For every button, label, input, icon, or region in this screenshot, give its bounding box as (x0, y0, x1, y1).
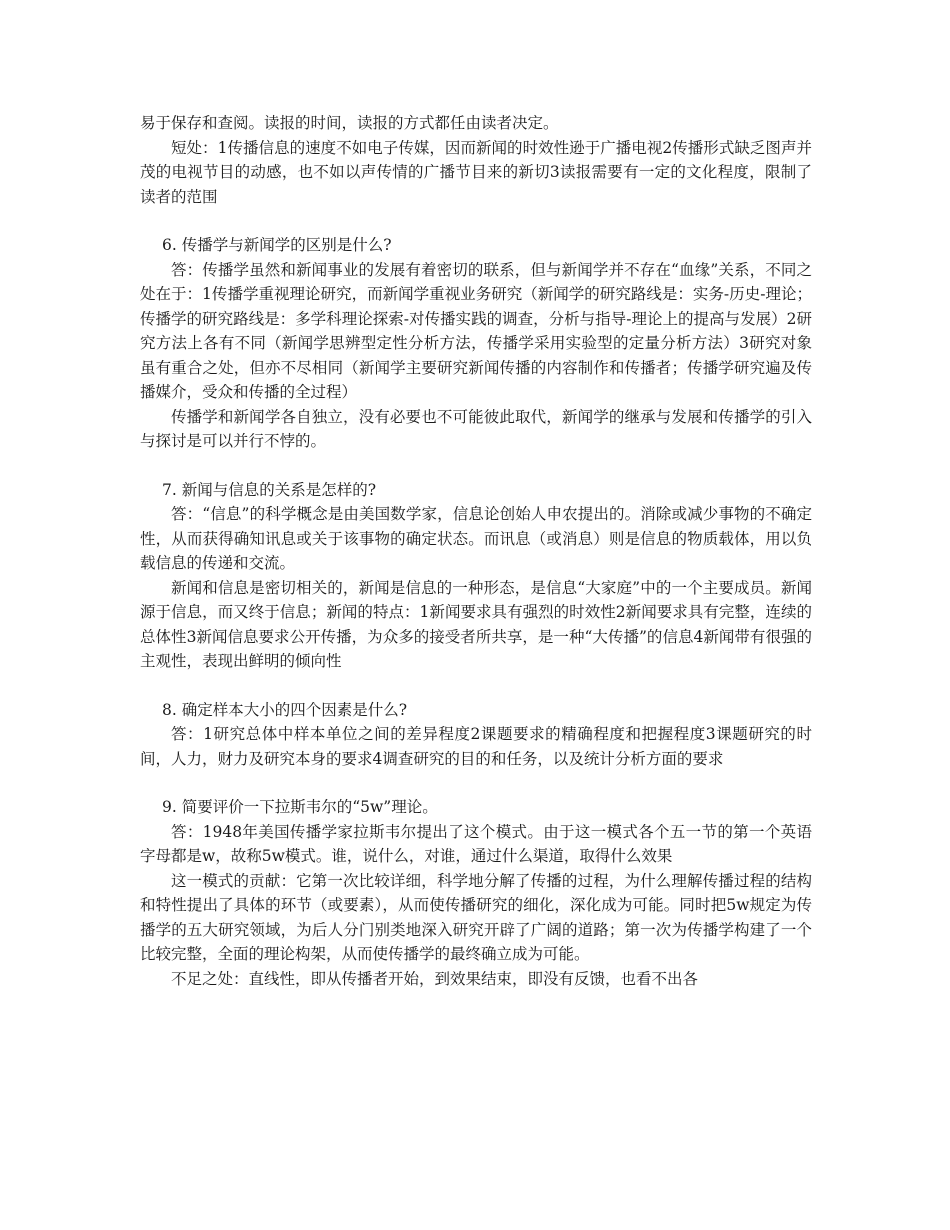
question-heading: 6. 传播学与新闻学的区别是什么? (162, 236, 392, 254)
answer-paragraph: 答：1研究总体中样本单位之间的差异程度2课题要求的精确程度和把握程度3课题研究的时间，人力，财力及研究本身的要求4调查研究的目的和任务，以及统计分析方面的要求 (140, 725, 812, 768)
answer-paragraph: 不足之处：直线性，即从传播者开始，到效果结束，即没有反馈，也看不出各 (171, 969, 699, 988)
section-q9 (140, 795, 812, 991)
answer-paragraph: 这一模式的贡献：它第一次比较详细，科学地分解了传播的过程，为什么理解传播过程的结构和特性提出了具体的环节（或要素），从而使传播研究的细化，深化成为可能。同时把5w规定为传播学的五大研究领域，为后人分门别类地深入研究开辟了广阔的道路；第一次为传播学构建了一个比较完整，全面的理论构架，从而使传播学的最终确立成为可能。 (140, 871, 812, 963)
section-q6 (140, 233, 812, 454)
section-q7 (140, 478, 812, 674)
answer-paragraph: 答：传播学虽然和新闻事业的发展有着密切的联系，但与新闻学并不存在“血缘”关系，不同之处在于：1传播学重视理论研究，而新闻学重视业务研究（新闻学的研究路线是：实务-历史-理论；传播学的研究路线是：多学科理论探索-对传播实践的调查，分析与指导-理论上的提高与发展）2研究方法上各有不同（新闻学思辨型定性分析方法，传播学采用实验型的定量分析方法）3研究对象虽有重合之处，但亦不尽相同（新闻学主要研究新闻传播的内容制作和传播者；传播学研究遍及传播媒介，受众和传播的全过程） (140, 260, 812, 401)
question-heading: 7. 新闻与信息的关系是怎样的? (162, 480, 377, 499)
answer-paragraph: 答：“信息”的科学概念是由美国数学家，信息论创始人申农提出的。消除或减少事物的不确定性，从而获得确知讯息或关于该事物的确定状态。而讯息（或消息）则是信息的物质载体，用以负载信息的传递和交流。 (140, 505, 812, 572)
section-q8 (140, 698, 812, 772)
intro-continuation: 易于保存和查阅。读报的时间，读报的方式都任由读者决定。 (140, 114, 559, 132)
answer-paragraph: 答：1948年美国传播学家拉斯韦尔提出了这个模式。由于这一模式各个五一节的第一个英语字母都是w，故称5w模式。谁，说什么，对谁，通过什么渠道，取得什么效果 (140, 822, 812, 865)
question-heading: 8. 确定样本大小的四个因素是什么? (162, 700, 408, 719)
answer-paragraph: 新闻和信息是密切相关的，新闻是信息的一种形态，是信息“大家庭”中的一个主要成员。新闻源于信息，而又终于信息；新闻的特点：1新闻要求具有强烈的时效性2新闻要求具有完整，连续的总体性3新闻信息要求公开传播，为众多的接受者所共享，是一种“大传播”的信息4新闻带有很强的主观性，表现出鲜明的倾向性 (140, 578, 812, 670)
answer-paragraph: 传播学和新闻学各自独立，没有必要也不可能彼此取代，新闻学的继承与发展和传播学的引入与探讨是可以并行不悖的。 (140, 407, 812, 450)
shortcomings-paragraph: 短处：1传播信息的速度不如电子传媒，因而新闻的时效性逊于广播电视2传播形式缺乏图声并茂的电视节目的动感，也不如以声传情的广播节目来的新切3读报需要有一定的文化程度，限制了读者的范围 (140, 138, 812, 206)
question-heading: 9. 简要评价一下拉斯韦尔的“5w”理论。 (162, 798, 438, 816)
